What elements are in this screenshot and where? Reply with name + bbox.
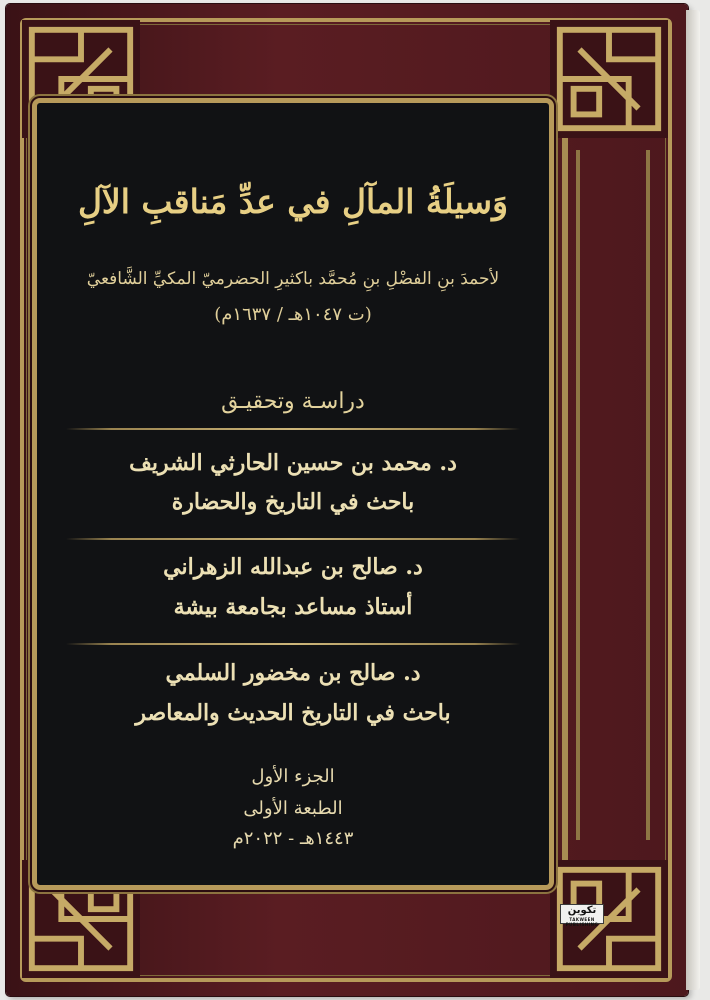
- death-date: (ت ١٠٤٧هـ / ١٦٣٧م): [214, 304, 372, 325]
- editor-1-name: د. محمد بن حسين الحارثي الشريف: [129, 450, 457, 476]
- top-right-ornament: [550, 20, 668, 138]
- publication-year: ١٤٤٣هـ - ٢٠٢٢م: [232, 828, 354, 849]
- volume-label: الجزء الأول: [251, 766, 335, 787]
- author-line: لأحمدَ بنِ الفضْلِ بنِ مُحمَّد باكثيرِ الحضرميّ المكيِّ الشَّافعيّ: [86, 269, 500, 289]
- page-edge: [686, 10, 700, 990]
- edition-label: الطبعة الأولى: [243, 798, 343, 819]
- divider-2: [66, 538, 520, 540]
- right-gold-rule: [562, 118, 568, 870]
- divider-1: [66, 428, 520, 430]
- editor-1-role: باحث في التاريخ والحضارة: [171, 489, 415, 515]
- divider-3: [66, 643, 520, 645]
- publisher-logo: [560, 904, 604, 927]
- editor-3-role: باحث في التاريخ الحديث والمعاصر: [135, 700, 451, 726]
- editor-2-role: أستاذ مساعد بجامعة بيشة: [173, 594, 413, 620]
- editor-3-name: د. صالح بن مخضور السلمي: [165, 660, 421, 686]
- publisher-logo-subtext: TAKWEEN PUBLISHING: [565, 917, 599, 927]
- study-label: دراسـة وتحقيـق: [221, 389, 365, 414]
- far-right-rule: [646, 150, 650, 840]
- editor-2-name: د. صالح بن عبدالله الزهراني: [163, 554, 423, 580]
- publisher-logo-text: تكوين: [567, 905, 597, 916]
- right-panel-rule: [576, 150, 580, 840]
- book-title: وَسيلَةُ المآلِ في عدِّ مَناقبِ الآلِ: [77, 182, 509, 221]
